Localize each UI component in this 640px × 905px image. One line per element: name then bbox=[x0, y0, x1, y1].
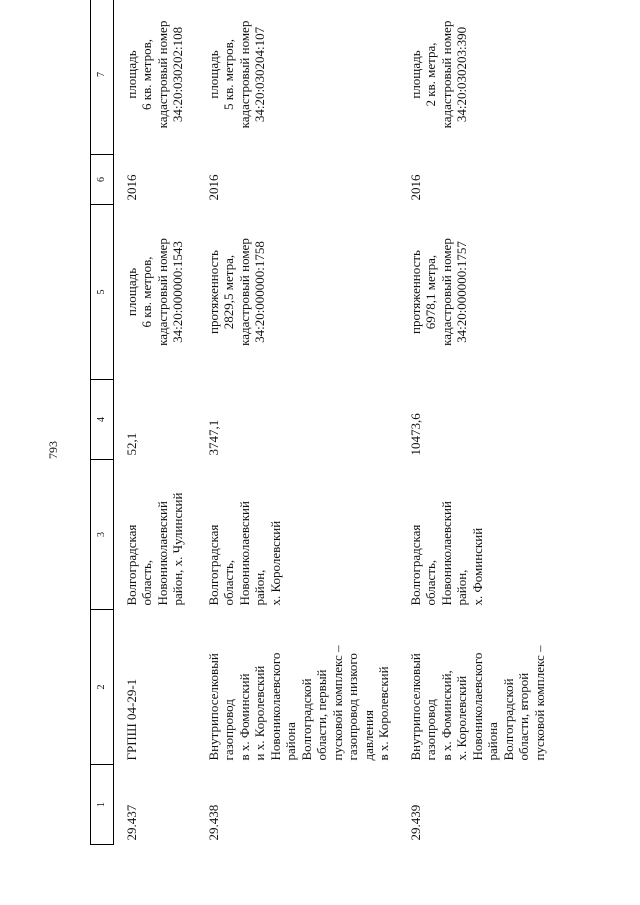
object-address-line: Новониколаевский bbox=[236, 501, 252, 606]
land-plot-cell bbox=[398, 0, 610, 155]
object-name-line: области, второй bbox=[516, 672, 531, 761]
row-number-cell: 29.437 bbox=[123, 804, 139, 841]
object-address-line: область, bbox=[139, 559, 154, 606]
object-address-line: Волгоградская bbox=[407, 524, 423, 606]
object-parameters-line: 6978,1 метра, bbox=[423, 254, 438, 330]
object-parameters-cell bbox=[398, 205, 610, 380]
object-name-line: ГРПШ 04-29-1 bbox=[123, 678, 139, 761]
object-parameters-line: кадастровый номер bbox=[154, 238, 170, 346]
object-name-line: Новониколаевского bbox=[469, 652, 485, 761]
object-name-line: газопровод bbox=[221, 699, 236, 761]
object-name-cell bbox=[113, 610, 196, 765]
object-parameters-line: кадастровый номер bbox=[438, 238, 454, 346]
object-name-line: Внутрипоселковый bbox=[205, 653, 221, 761]
commission-year-cell: 2016 bbox=[407, 174, 423, 201]
object-address-line: область, bbox=[221, 559, 236, 606]
land-plot-line: кадастровый номер bbox=[438, 20, 454, 129]
land-plot-line: площадь bbox=[205, 50, 221, 99]
object-name-line: Внутрипоселковый bbox=[407, 653, 423, 761]
object-name-line: и х. Королевский bbox=[252, 665, 267, 761]
header-col-7: 7 bbox=[91, 0, 114, 155]
land-plot-line: кадастровый номер bbox=[154, 20, 170, 129]
object-name-line: газопровод низкого bbox=[345, 653, 360, 761]
registry-table bbox=[90, 0, 610, 845]
object-parameters-line: 34:20:000000:1757 bbox=[454, 241, 469, 343]
object-parameters-cell bbox=[113, 205, 196, 380]
object-name-line: газопровод bbox=[423, 699, 438, 761]
header-col-5: 5 bbox=[91, 205, 114, 380]
object-address-line: район, bbox=[252, 569, 267, 606]
land-plot-line: 34:20:030202:108 bbox=[170, 26, 185, 123]
header-row bbox=[91, 0, 114, 845]
object-name-line: в х. Фоминский, bbox=[438, 670, 454, 761]
object-parameters-line: площадь bbox=[123, 267, 139, 317]
object-address-line: Новониколаевский bbox=[154, 501, 170, 606]
land-plot-line: площадь bbox=[123, 50, 139, 99]
row-number-cell: 29.439 bbox=[407, 804, 423, 841]
object-address-line: х. Королевский bbox=[267, 520, 283, 606]
object-parameters-cell bbox=[196, 205, 398, 380]
object-parameters-line: 34:20:000000:1543 bbox=[170, 241, 185, 343]
object-name-cell bbox=[398, 610, 610, 765]
object-name-line: Волгоградской bbox=[500, 678, 516, 761]
object-value-cell: 10473,6 bbox=[407, 413, 423, 456]
header-col-6: 6 bbox=[91, 155, 114, 205]
rotated-table-container bbox=[90, 20, 630, 845]
object-name-line: области, первый bbox=[314, 669, 329, 761]
object-name-line: х. Королевский bbox=[454, 675, 469, 761]
land-plot-line: кадастровый номер bbox=[236, 20, 252, 129]
object-address-line: х. Фоминский bbox=[469, 527, 485, 606]
land-plot-line: 5 кв. метров, bbox=[221, 39, 236, 110]
header-col-3: 3 bbox=[91, 460, 114, 610]
object-name-line: пусковой комплекс – bbox=[329, 645, 345, 761]
object-address-line: район, bbox=[454, 569, 469, 606]
header-col-4: 4 bbox=[91, 380, 114, 460]
object-name-line: Волгоградской bbox=[298, 678, 314, 761]
object-parameters-line: протяженность bbox=[205, 250, 221, 334]
page-number: 793 bbox=[46, 441, 60, 459]
table-row bbox=[113, 0, 196, 845]
object-address-line: Волгоградская bbox=[123, 524, 139, 606]
object-name-cell bbox=[196, 610, 398, 765]
object-address-cell bbox=[113, 460, 196, 610]
object-address-line: район, х. Чулинский bbox=[170, 492, 185, 606]
header-col-2: 2 bbox=[91, 610, 114, 765]
row-number-cell: 29.438 bbox=[205, 804, 221, 841]
object-name-line: района bbox=[485, 722, 500, 761]
land-plot-line: 6 кв. метров, bbox=[139, 39, 154, 110]
object-name-line: давления bbox=[360, 709, 376, 761]
table-row bbox=[398, 0, 610, 845]
object-address-line: Новониколаевский bbox=[438, 501, 454, 606]
object-name-line: в х. Королевский bbox=[376, 666, 391, 761]
object-name-line: пусковой комплекс – bbox=[531, 645, 547, 761]
object-address-line: область, bbox=[423, 559, 438, 606]
land-plot-cell bbox=[196, 0, 398, 155]
object-address-cell bbox=[196, 460, 398, 610]
object-parameters-line: 2829,5 метра, bbox=[221, 254, 236, 330]
object-parameters-line: протяженность bbox=[407, 250, 423, 334]
object-parameters-line: 6 кв. метров, bbox=[139, 256, 154, 328]
header-col-1: 1 bbox=[91, 765, 114, 845]
land-plot-line: 34:20:030204:107 bbox=[252, 26, 267, 123]
object-address-cell bbox=[398, 460, 610, 610]
object-name-line: района bbox=[283, 722, 298, 761]
object-parameters-line: кадастровый номер bbox=[236, 238, 252, 346]
object-parameters-line: 34:20:000000:1758 bbox=[252, 241, 267, 343]
land-plot-line: 34:20:030203:390 bbox=[454, 26, 469, 123]
object-address-line: Волгоградская bbox=[205, 524, 221, 606]
object-name-line: Новониколаевского bbox=[267, 652, 283, 761]
object-name-line: в х. Фоминский bbox=[236, 673, 252, 761]
object-value-cell: 52,1 bbox=[123, 432, 139, 456]
commission-year-cell: 2016 bbox=[205, 174, 221, 201]
object-value-cell: 3747,1 bbox=[205, 419, 221, 456]
land-plot-cell bbox=[113, 0, 196, 155]
land-plot-line: площадь bbox=[407, 50, 423, 99]
land-plot-line: 2 кв. метра, bbox=[423, 42, 438, 107]
commission-year-cell: 2016 bbox=[123, 174, 139, 201]
table-row bbox=[196, 0, 398, 845]
